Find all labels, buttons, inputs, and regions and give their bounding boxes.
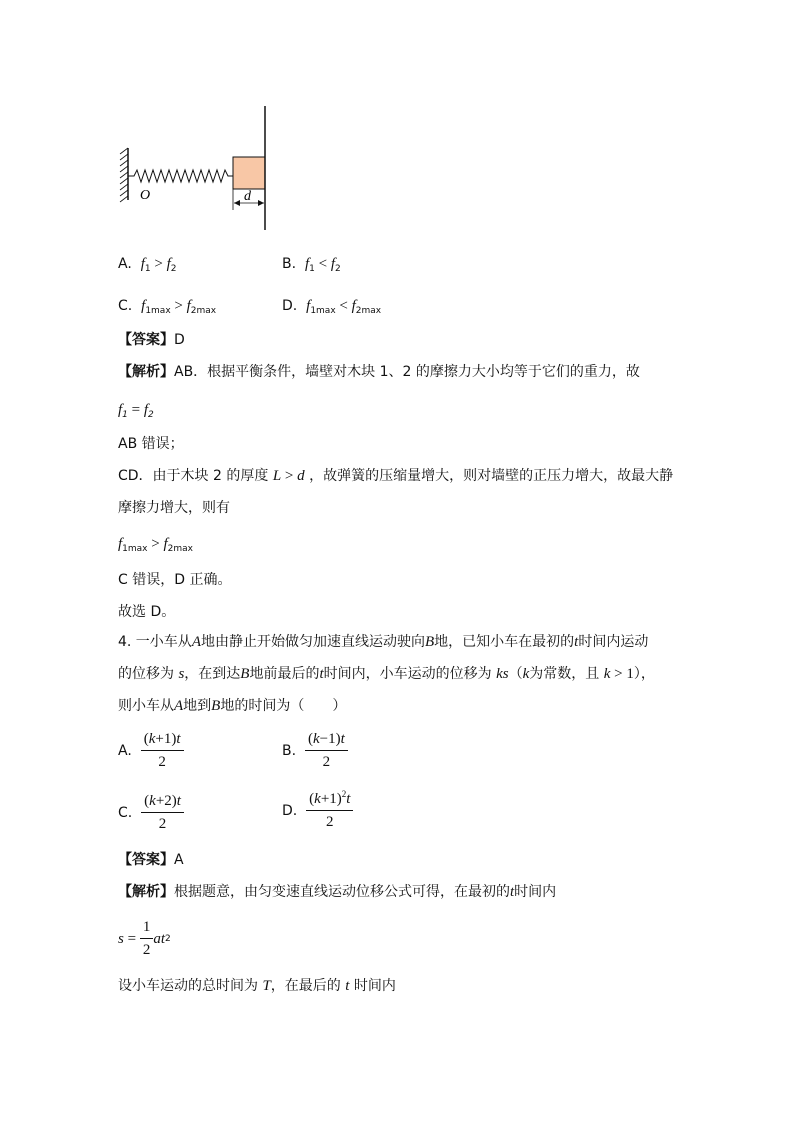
q3-option-a: A. $f_1 > f_2$ bbox=[118, 256, 177, 274]
q3-equation-f1-f2: $f_1 = f_2$ bbox=[118, 402, 154, 420]
q3-option-b: B. $f_1 < f_2$ bbox=[282, 256, 341, 274]
q3-analysis-line1: 【解析】AB．根据平衡条件，墙壁对木块 1、2 的摩擦力大小均等于它们的重力，故 bbox=[118, 364, 640, 380]
q4-answer: 【答案】A bbox=[118, 852, 184, 868]
q3-analysis-line3: CD．由于木块 2 的厚度 L > d ，故弹簧的压缩量增大，则对墙壁的正压力增大，故最大静 bbox=[118, 468, 674, 484]
q4-analysis-line2: 设小车运动的总时间为 T，在最后的 t 时间内 bbox=[118, 978, 396, 994]
q4-option-a: A. $\frac{(k+1)t}{2}$ bbox=[118, 730, 184, 771]
q3-analysis-line4: 摩擦力增大，则有 bbox=[118, 500, 230, 516]
label-o: O bbox=[140, 188, 151, 203]
left-wall bbox=[120, 148, 128, 202]
q3-option-d: D. $f_{1max} < f_{2max}$ bbox=[282, 298, 382, 316]
q4-option-b: B. $\frac{(k-1)t}{2}$ bbox=[282, 730, 348, 771]
q3-answer: 【答案】D bbox=[118, 332, 185, 348]
q3-equation-fmax: $f_{1max} > f_{2max}$ bbox=[118, 536, 193, 554]
q4-option-d: D. $\frac{(k+1)^2t}{2}$ bbox=[282, 790, 353, 831]
q4-stem-line2: 的位移为 s，在到达B地前最后的t时间内，小车运动的位移为 ks（k为常数，且 k > 1）， bbox=[118, 666, 655, 682]
q4-option-c: C. $\frac{(k+2)t}{2}$ bbox=[118, 792, 184, 833]
label-d: d bbox=[244, 189, 251, 204]
q4-equation-s: s = $\frac{1}{2}$ at 2 bbox=[118, 919, 171, 958]
spring-block-figure bbox=[110, 100, 280, 235]
q4-stem-line3: 则小车从A地到B地的时间为（ ） bbox=[118, 698, 347, 714]
spring bbox=[128, 170, 233, 182]
q4-stem-line1: 4. 一小车从A地由静止开始做匀加速直线运动驶向B地，已知小车在最初的t时间内运动 bbox=[118, 634, 649, 650]
q3-analysis-line6: 故选 D。 bbox=[118, 604, 176, 620]
q3-option-c: C. $f_{1max} > f_{2max}$ bbox=[118, 298, 217, 316]
wooden-block bbox=[233, 157, 265, 189]
q3-analysis-line2: AB 错误； bbox=[118, 436, 184, 452]
q4-analysis-line1: 【解析】根据题意，由匀变速直线运动位移公式可得，在最初的t时间内 bbox=[118, 884, 557, 900]
q3-analysis-line5: C 错误，D 正确。 bbox=[118, 572, 232, 588]
